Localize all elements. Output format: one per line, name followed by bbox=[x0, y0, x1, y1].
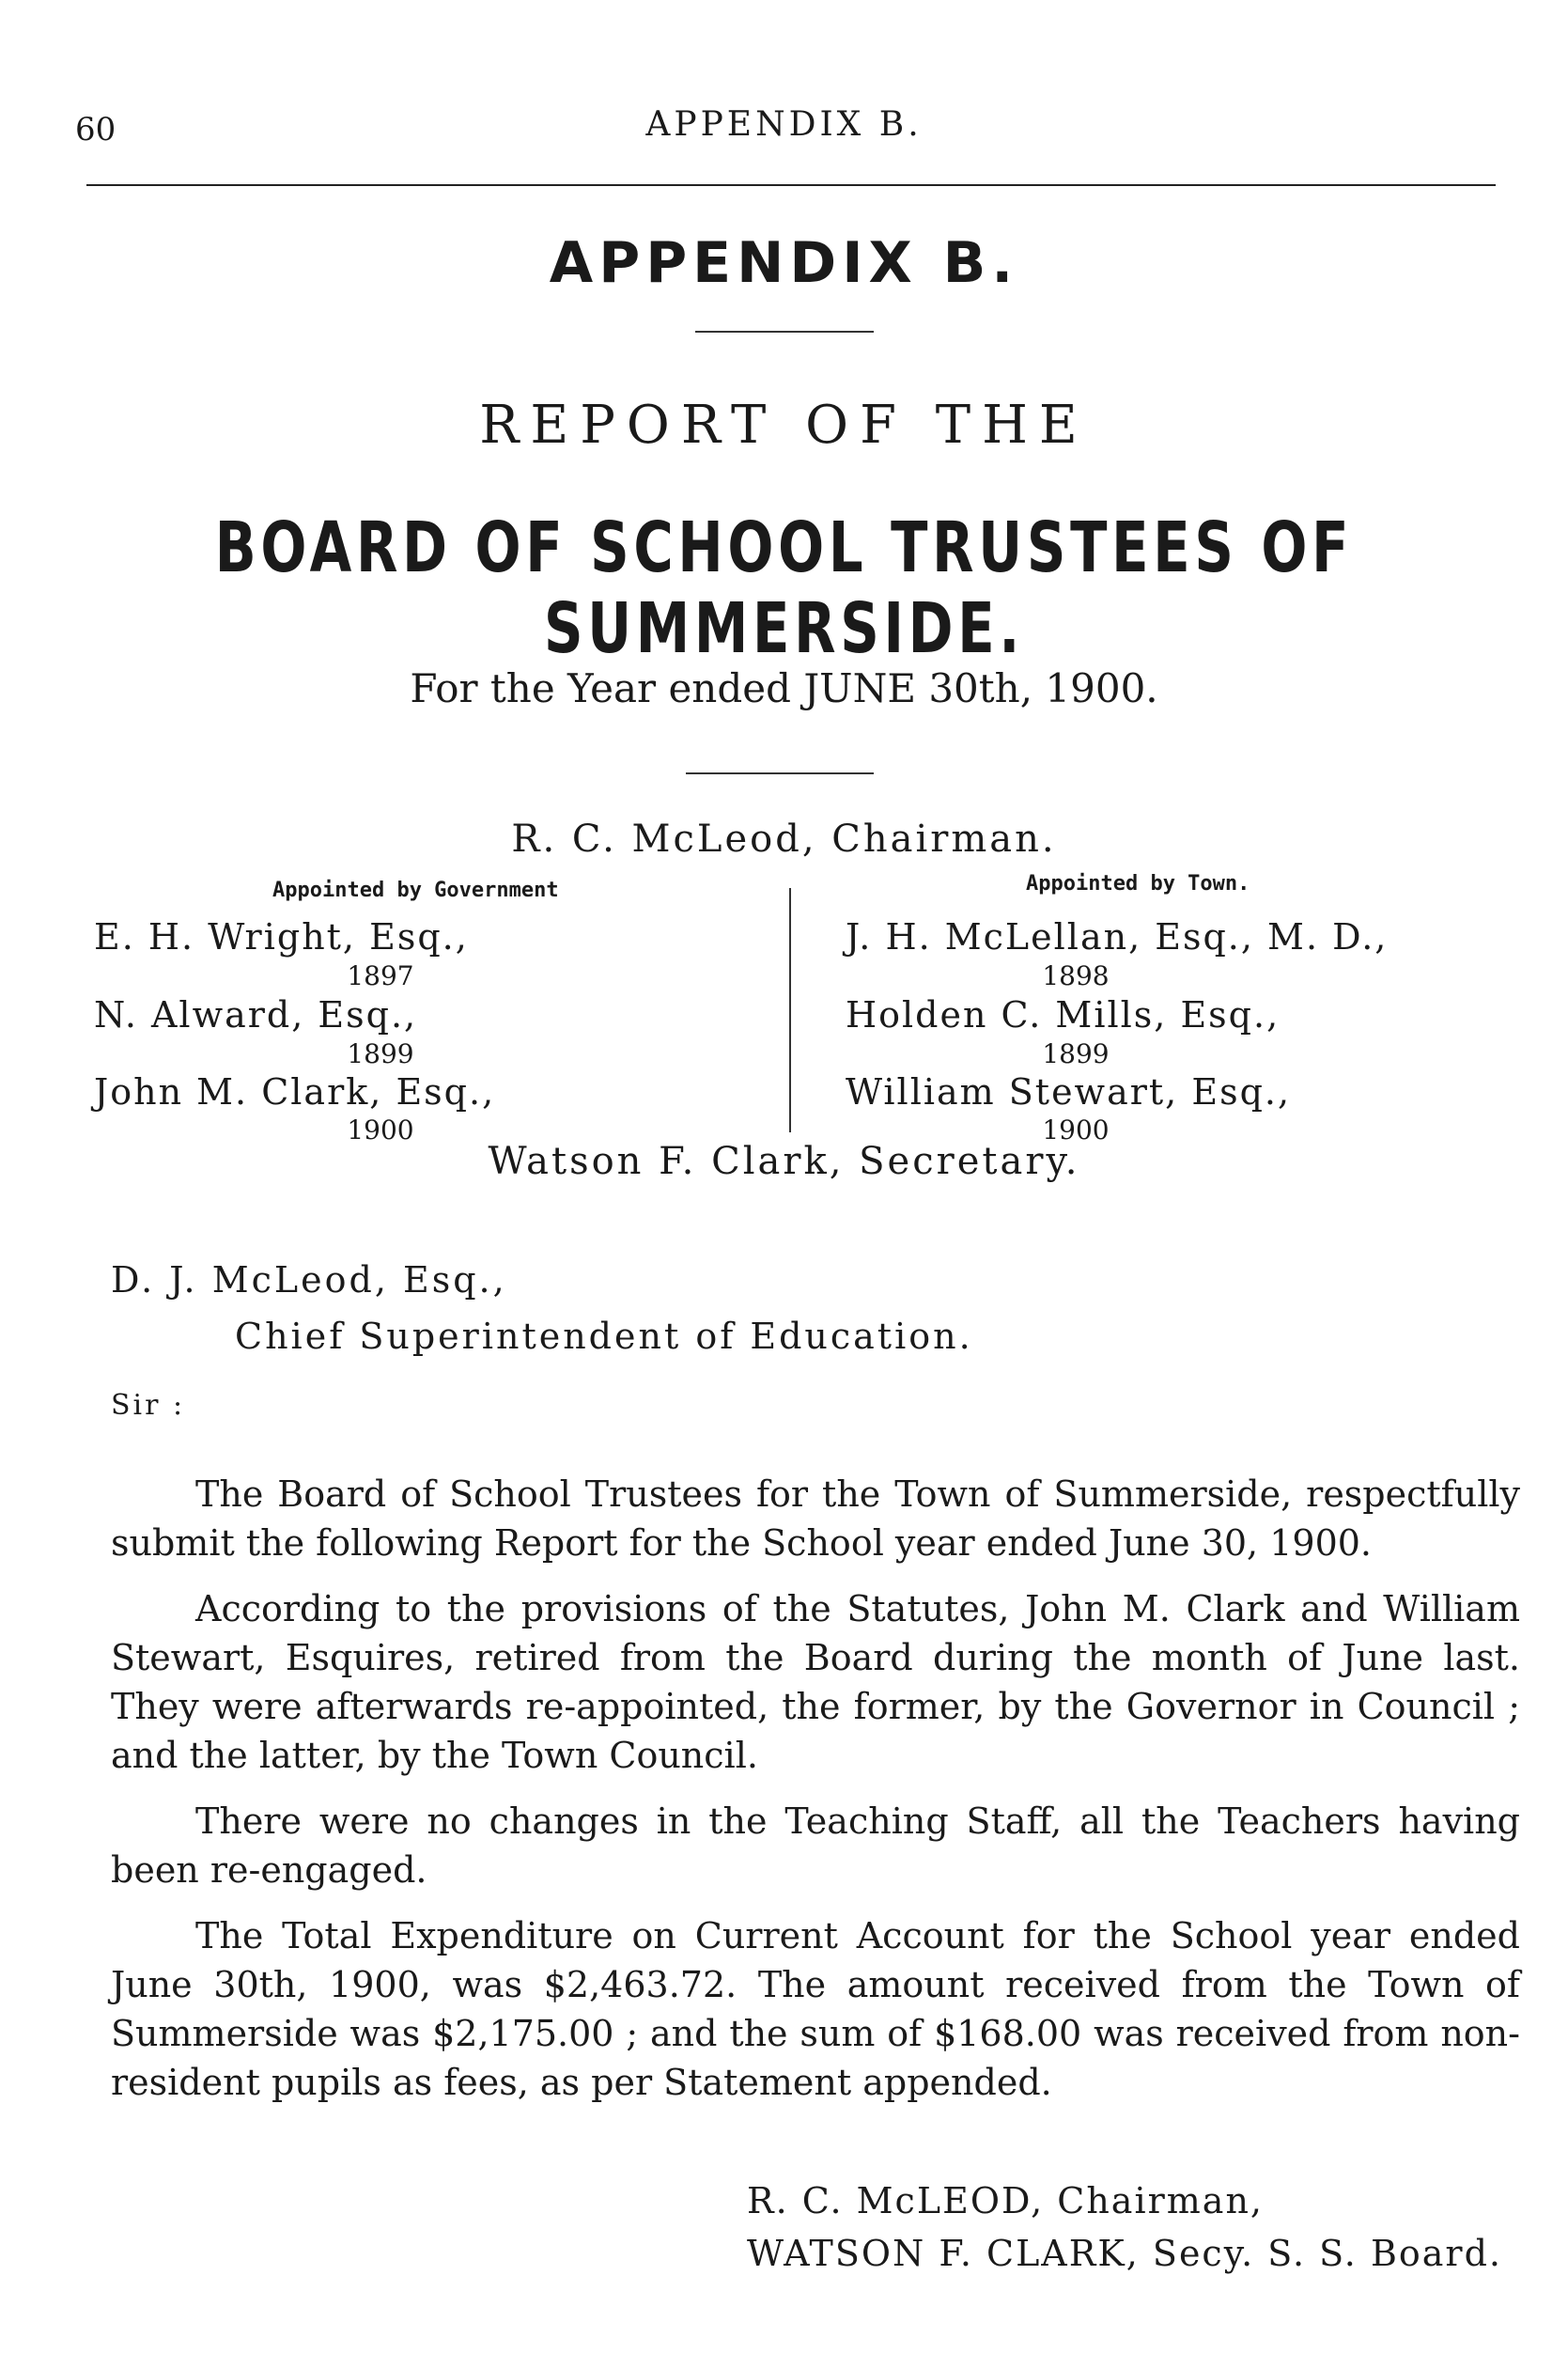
header-rule bbox=[86, 184, 1496, 186]
signature-chairman: R. C. McLEOD, Chairman, bbox=[747, 2180, 1265, 2221]
town-member-name: J. H. McLellan, Esq., M. D., bbox=[846, 916, 1389, 958]
year-divider bbox=[686, 772, 874, 774]
body-paragraph: According to the provisions of the Statutes, John M. Clark and William Stewart, Esquires, retired from the Board during the month of June last. They were afterwards re-appointed, the former, by the Governor in Council ; and the latter, by the Town Council. bbox=[111, 1588, 1520, 1776]
salutation: Sir : bbox=[111, 1389, 186, 1422]
government-label: Appointed by Government bbox=[272, 879, 559, 902]
government-member-name: John M. Clark, Esq., bbox=[94, 1071, 496, 1113]
report-of-heading: REPORT OF THE bbox=[479, 395, 1089, 456]
year-line: For the Year ended JUNE 30th, 1900. bbox=[410, 665, 1158, 711]
body-paragraph: The Total Expenditure on Current Account for the School year ended June 30th, 1900, was $2,463.72. The amount received from the Town of Summerside was $2,175.00 ; and the sum of $168.00 was received from non-resident pupils as fees, as per Statement appended. bbox=[111, 1915, 1520, 2103]
body-paragraph: There were no changes in the Teaching Staff, all the Teachers having been re-engaged. bbox=[111, 1800, 1520, 1891]
addressee-title: Chief Superintendent of Education. bbox=[235, 1316, 973, 1357]
town-member-year: 1899 bbox=[1042, 1038, 1110, 1069]
running-head: APPENDIX B. bbox=[645, 105, 923, 144]
addressee-name: D. J. McLeod, Esq., bbox=[111, 1259, 507, 1301]
town-member-year: 1898 bbox=[1042, 960, 1110, 991]
board-title: BOARD OF SCHOOL TRUSTEES OF SUMMERSIDE. bbox=[214, 507, 1354, 669]
government-member-year: 1900 bbox=[347, 1114, 414, 1146]
government-member-year: 1899 bbox=[347, 1038, 414, 1069]
town-member-year: 1900 bbox=[1042, 1114, 1110, 1146]
town-member-name: William Stewart, Esq., bbox=[846, 1071, 1292, 1113]
appendix-title: APPENDIX B. bbox=[549, 230, 1019, 296]
report-body bbox=[111, 1470, 1520, 2124]
government-member-name: E. H. Wright, Esq., bbox=[94, 916, 469, 958]
body-paragraph: The Board of School Trustees for the Town of Summerside, respectfully submit the following Report for the School year ended June 30, 1900. bbox=[111, 1473, 1520, 1564]
government-member-year: 1897 bbox=[347, 960, 414, 991]
town-member-name: Holden C. Mills, Esq., bbox=[846, 994, 1281, 1036]
board-chairman: R. C. McLeod, Chairman. bbox=[511, 818, 1057, 861]
board-secretary: Watson F. Clark, Secretary. bbox=[488, 1140, 1080, 1183]
column-divider bbox=[789, 888, 791, 1132]
signature-secretary: WATSON F. CLARK, Secy. S. S. Board. bbox=[747, 2233, 1502, 2274]
government-member-name: N. Alward, Esq., bbox=[94, 994, 418, 1036]
town-label: Appointed by Town. bbox=[1026, 872, 1250, 896]
title-divider bbox=[695, 331, 874, 333]
page-number: 60 bbox=[75, 111, 116, 148]
